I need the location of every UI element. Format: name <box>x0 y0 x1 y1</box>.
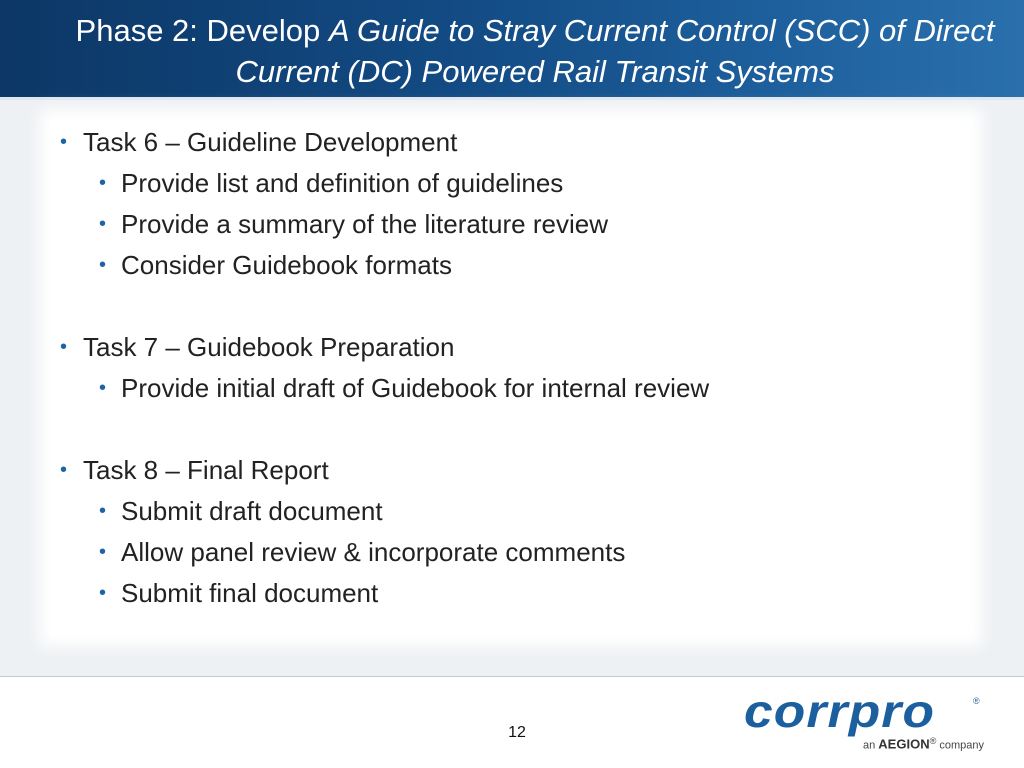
footer-divider <box>0 676 1024 677</box>
title-prefix: Phase 2: Develop <box>75 13 329 48</box>
slide-header <box>0 0 1024 100</box>
content-panel <box>50 120 972 636</box>
logo-tagline-brand: AEGION <box>878 736 930 752</box>
logo-registered-mark: ® <box>973 696 980 706</box>
sub-item <box>60 204 709 245</box>
sub-item <box>60 491 709 532</box>
task-list <box>60 122 709 655</box>
logo-wordmark: corrpro <box>744 685 936 737</box>
task-item <box>60 122 709 286</box>
sub-item-text: Consider Guidebook formats <box>121 250 452 280</box>
bullet-icon: • <box>99 172 107 194</box>
sub-item <box>60 163 709 204</box>
task-label: Task 7 – Guidebook Preparation <box>83 332 455 362</box>
task-label: Task 6 – Guideline Development <box>83 127 458 157</box>
sub-item-text: Provide a summary of the literature review <box>121 209 608 239</box>
logo-tagline <box>863 736 984 752</box>
sub-list <box>60 163 709 286</box>
logo-tagline-prefix: an <box>863 739 879 752</box>
sub-list <box>60 368 709 409</box>
sub-item <box>60 368 709 409</box>
task-label: Task 8 – Final Report <box>83 455 329 485</box>
task-item <box>60 450 709 614</box>
page-number: 12 <box>508 724 526 741</box>
bullet-icon: • <box>99 500 107 522</box>
bullet-icon: • <box>99 213 107 235</box>
sub-item <box>60 245 709 286</box>
bullet-icon: • <box>99 377 107 399</box>
task-item <box>60 327 709 409</box>
sub-item-text: Provide initial draft of Guidebook for internal review <box>121 373 710 403</box>
bullet-icon: • <box>60 131 68 153</box>
sub-list <box>60 491 709 614</box>
title-italic: A Guide to Stray Current Control (SCC) of Direct Current (DC) Powered Rail Transit Systems <box>235 13 995 89</box>
sub-item-text: Allow panel review & incorporate comments <box>121 537 626 567</box>
bullet-icon: • <box>99 541 107 563</box>
bullet-icon: • <box>99 582 107 604</box>
corrpro-logo <box>744 685 990 756</box>
sub-item <box>60 532 709 573</box>
sub-item-text: Provide list and definition of guidelines <box>121 168 564 198</box>
logo-tagline-registered: ® <box>929 736 937 746</box>
sub-item-text: Submit draft document <box>121 496 383 526</box>
logo-tagline-suffix: company <box>936 739 985 752</box>
slide-title <box>60 10 1010 92</box>
sub-item-text: Submit final document <box>121 578 379 608</box>
bullet-icon: • <box>60 336 68 358</box>
bullet-icon: • <box>99 254 107 276</box>
bullet-icon: • <box>60 459 68 481</box>
sub-item <box>60 573 709 614</box>
slide-body <box>0 100 1024 676</box>
